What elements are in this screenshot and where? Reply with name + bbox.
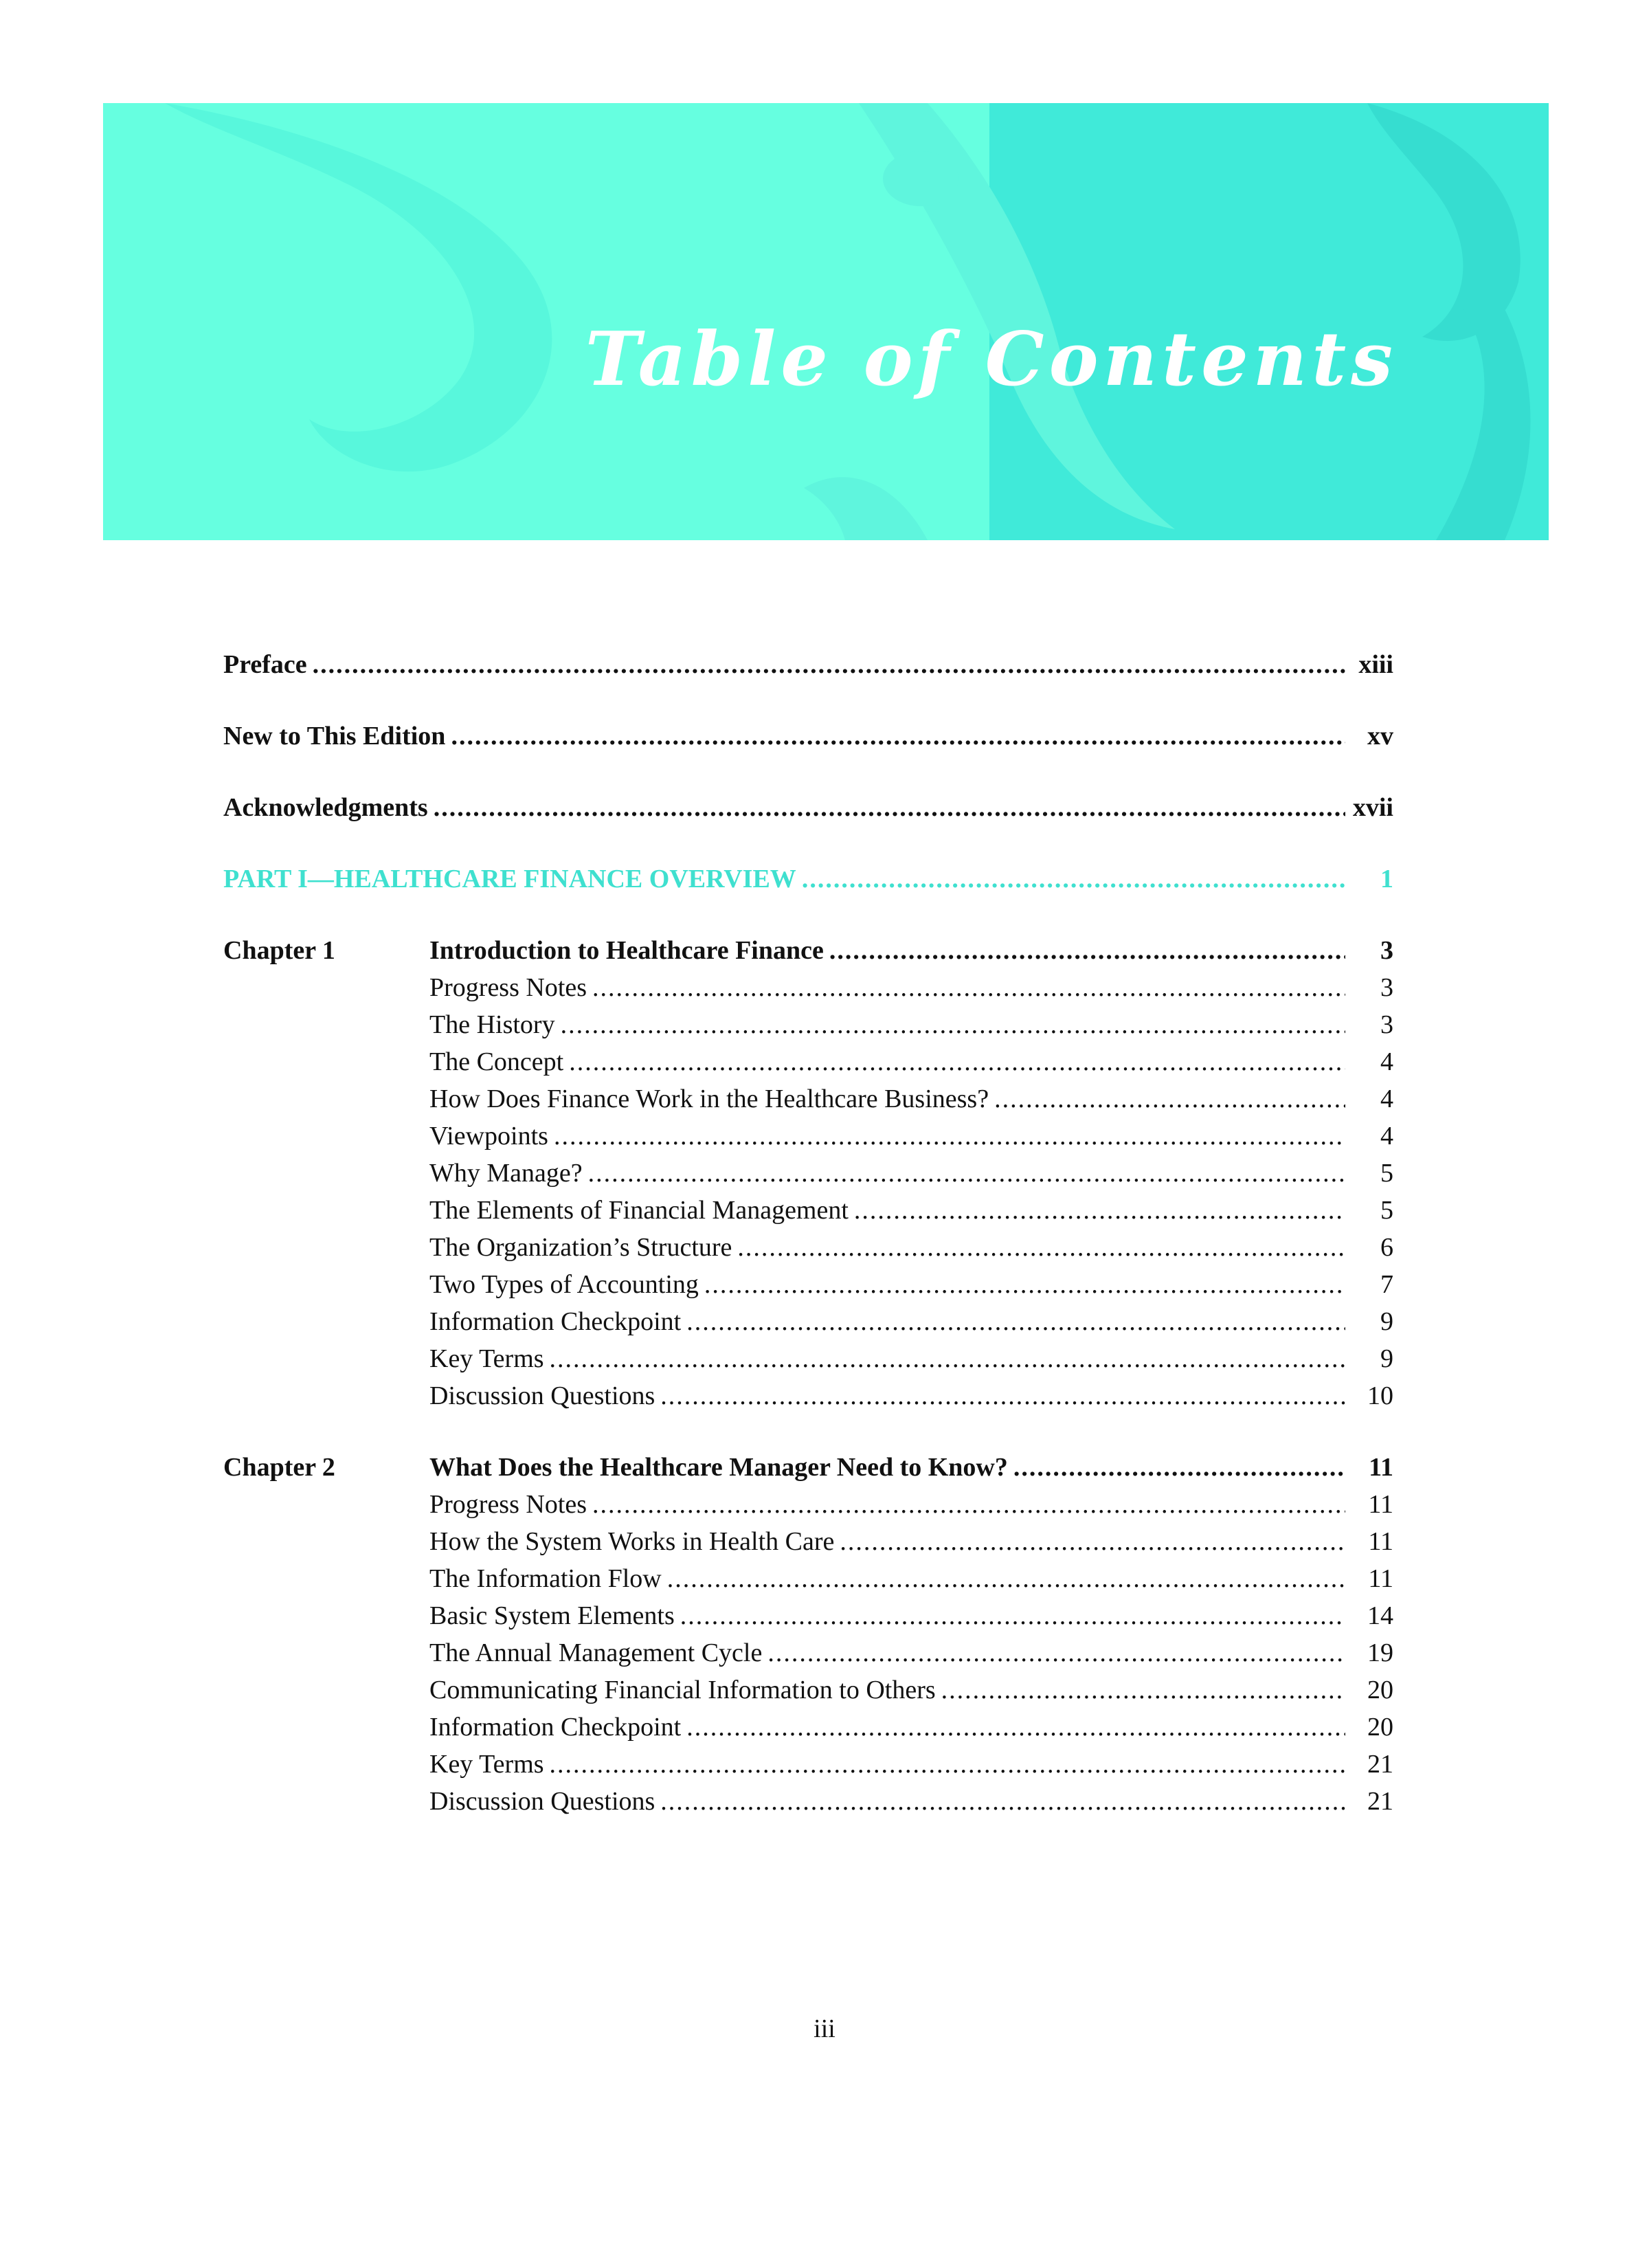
- section-title: Communicating Financial Information to Others: [429, 1676, 936, 1704]
- toc-section-row: [223, 1746, 1393, 1783]
- section-page: 20: [1367, 1676, 1393, 1704]
- section-page: 10: [1367, 1381, 1393, 1410]
- dot-leader: [994, 1080, 1345, 1118]
- toc-section-row: [223, 1486, 1393, 1523]
- section-title: Two Types of Accounting: [429, 1270, 699, 1299]
- section-title: The Information Flow: [429, 1564, 662, 1593]
- section-title: Viewpoints: [429, 1122, 548, 1150]
- toc-section-row: [223, 1080, 1393, 1118]
- dot-leader: [840, 1523, 1345, 1560]
- toc-section-row: [223, 1340, 1393, 1377]
- toc-section-row: [223, 1560, 1393, 1597]
- dot-leader: [660, 1783, 1345, 1820]
- section-title: Progress Notes: [429, 1490, 587, 1519]
- dot-leader: [829, 932, 1345, 969]
- toc-section-row: [223, 1671, 1393, 1709]
- chapter-page: 3: [1380, 936, 1393, 965]
- toc-section-row: [223, 1192, 1393, 1229]
- section-page: 5: [1380, 1159, 1393, 1188]
- toc-entry-preface: [223, 646, 1393, 683]
- section-title: Information Checkpoint: [429, 1307, 682, 1336]
- section-title: The Elements of Financial Management: [429, 1196, 849, 1225]
- section-title: Progress Notes: [429, 973, 587, 1002]
- section-page: 5: [1380, 1196, 1393, 1225]
- dot-leader: [667, 1560, 1345, 1597]
- dot-leader: [451, 718, 1345, 755]
- toc-entry-title: New to This Edition: [223, 722, 446, 751]
- section-page: 21: [1367, 1750, 1393, 1779]
- section-title: Discussion Questions: [429, 1787, 655, 1816]
- toc-section-row: [223, 1709, 1393, 1746]
- toc-entry-title: Acknowledgments: [223, 793, 428, 822]
- section-page: 14: [1367, 1601, 1393, 1630]
- chapter-title: Introduction to Healthcare Finance: [429, 936, 824, 965]
- dot-leader: [569, 1043, 1345, 1080]
- section-page: 21: [1367, 1787, 1393, 1816]
- dot-leader: [802, 860, 1345, 898]
- part-title: PART I—HEALTHCARE FINANCE OVERVIEW: [223, 865, 796, 893]
- chapter-heading: [223, 932, 1393, 969]
- section-page: 4: [1380, 1085, 1393, 1113]
- section-page: 4: [1380, 1122, 1393, 1150]
- toc-section-row: [223, 1118, 1393, 1155]
- dot-leader: [854, 1192, 1345, 1229]
- section-title: The Organization’s Structure: [429, 1233, 732, 1262]
- dot-leader: [704, 1266, 1345, 1303]
- chapter-page: 11: [1369, 1453, 1393, 1482]
- dot-leader: [592, 969, 1345, 1006]
- toc-section-row: [223, 1597, 1393, 1634]
- dot-leader: [767, 1634, 1345, 1671]
- section-title: Key Terms: [429, 1344, 544, 1373]
- dot-leader: [686, 1709, 1345, 1746]
- section-page: 19: [1367, 1638, 1393, 1667]
- toc-section-row: [223, 1634, 1393, 1671]
- section-title: Basic System Elements: [429, 1601, 675, 1630]
- dot-leader: [550, 1746, 1345, 1783]
- section-page: 11: [1368, 1527, 1393, 1556]
- section-page: 6: [1380, 1233, 1393, 1262]
- toc-part-heading: [223, 860, 1393, 898]
- chapter-label: Chapter 2: [223, 1453, 335, 1482]
- toc-entry-acknowledgments: [223, 789, 1393, 826]
- dot-leader: [680, 1597, 1345, 1634]
- toc-entry-title: Preface: [223, 650, 307, 679]
- dot-leader: [941, 1671, 1345, 1709]
- chapter-heading: [223, 1449, 1393, 1486]
- section-title: Discussion Questions: [429, 1381, 655, 1410]
- section-page: 9: [1380, 1344, 1393, 1373]
- section-title: The Annual Management Cycle: [429, 1638, 763, 1667]
- dot-leader: [434, 789, 1345, 826]
- section-title: Why Manage?: [429, 1159, 583, 1188]
- toc-section-row: [223, 1155, 1393, 1192]
- section-title: The Concept: [429, 1047, 564, 1076]
- toc-section-row: [223, 1043, 1393, 1080]
- section-title: Key Terms: [429, 1750, 544, 1779]
- section-title: How the System Works in Health Care: [429, 1527, 835, 1556]
- dot-leader: [313, 646, 1345, 683]
- toc-section-row: [223, 1006, 1393, 1043]
- toc-entry-page: xiii: [1358, 650, 1393, 679]
- toc-entry-page: xvii: [1352, 793, 1393, 822]
- toc-section-row: [223, 1303, 1393, 1340]
- dot-leader: [737, 1229, 1345, 1266]
- section-title: The History: [429, 1010, 555, 1039]
- section-page: 4: [1380, 1047, 1393, 1076]
- dot-leader: [550, 1340, 1345, 1377]
- dot-leader: [660, 1377, 1345, 1414]
- section-page: 11: [1368, 1490, 1393, 1519]
- dot-leader: [554, 1118, 1345, 1155]
- table-of-contents: [223, 646, 1393, 1820]
- toc-section-row: [223, 1377, 1393, 1414]
- toc-entry-new-to-this-edition: [223, 718, 1393, 755]
- section-page: 11: [1368, 1564, 1393, 1593]
- toc-section-row: [223, 1523, 1393, 1560]
- section-page: 20: [1367, 1713, 1393, 1742]
- section-page: 7: [1380, 1270, 1393, 1299]
- section-page: 9: [1380, 1307, 1393, 1336]
- section-page: 3: [1380, 973, 1393, 1002]
- section-title: How Does Finance Work in the Healthcare Business?: [429, 1085, 989, 1113]
- toc-section-row: [223, 1783, 1393, 1820]
- header-banner: [103, 103, 1549, 540]
- chapter-title: What Does the Healthcare Manager Need to Know?: [429, 1453, 1008, 1482]
- dot-leader: [561, 1006, 1345, 1043]
- page-number: iii: [814, 2014, 835, 2043]
- toc-section-row: [223, 1229, 1393, 1266]
- toc-section-row: [223, 969, 1393, 1006]
- toc-entry-page: xv: [1367, 722, 1393, 751]
- section-title: Information Checkpoint: [429, 1713, 682, 1742]
- toc-section-row: [223, 1266, 1393, 1303]
- dot-leader: [686, 1303, 1345, 1340]
- page-title: Table of Contents: [585, 316, 1398, 403]
- section-page: 3: [1380, 1010, 1393, 1039]
- dot-leader: [1013, 1449, 1345, 1486]
- dot-leader: [592, 1486, 1345, 1523]
- chapter-label: Chapter 1: [223, 936, 335, 965]
- part-page: 1: [1380, 865, 1393, 893]
- dot-leader: [588, 1155, 1345, 1192]
